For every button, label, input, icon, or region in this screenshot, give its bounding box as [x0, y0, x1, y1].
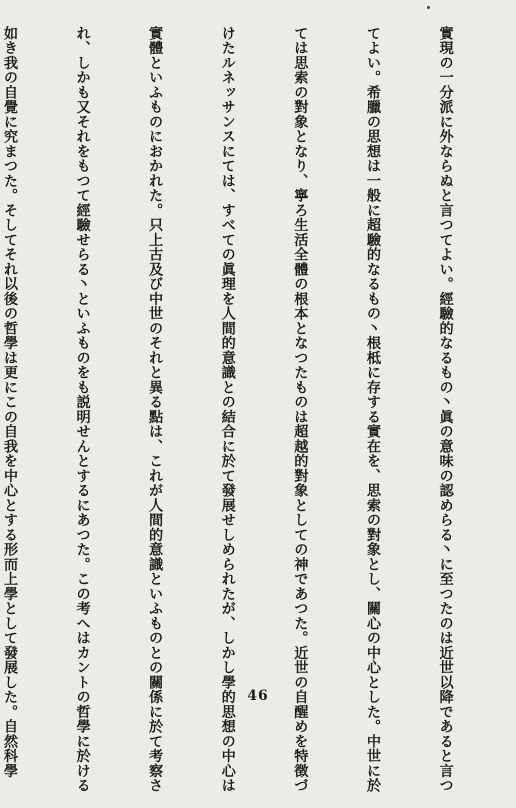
ink-dot — [427, 6, 430, 9]
text-line: れ、しかも又それをもつて經驗せらる丶といふものをも説明せんとするにあつた。この考へはカントの哲學に於ける — [74, 26, 91, 793]
text-line: けたルネッサンスにては、すべての眞理を人間的意識との結合に於て發展せしめられたが、しかし學的思想の中心は — [219, 26, 236, 793]
text-line: 如き我の自覺に究まつた。そしてそれ以後の哲學は更にこの自我を中心とする形而上學として發展した。自然科學 — [1, 26, 18, 779]
text-line: 實現の一分派に外ならぬと言つてよい。經驗的なるもの丶眞の意味の認めらる丶に至つたのは近世以降であると言つ — [437, 26, 454, 793]
text-line: てよい。希臘の思想は一般に超驗的なるもの丶根柢に存する實在を、思索の對象とし、關心の中心とした。中世に於 — [364, 26, 381, 793]
page-number: 46 — [247, 688, 269, 704]
text-line: 實體といふものにおかれた。只上古及び中世のそれと異る點は、これが人間的意識といふものとの關係に於て考察さ — [147, 26, 164, 793]
text-line: ては思索の對象となり、寧ろ生活全體の根本となつたものは超越的對象としての神であつた。近世の自醒めを特徴づ — [292, 26, 309, 793]
